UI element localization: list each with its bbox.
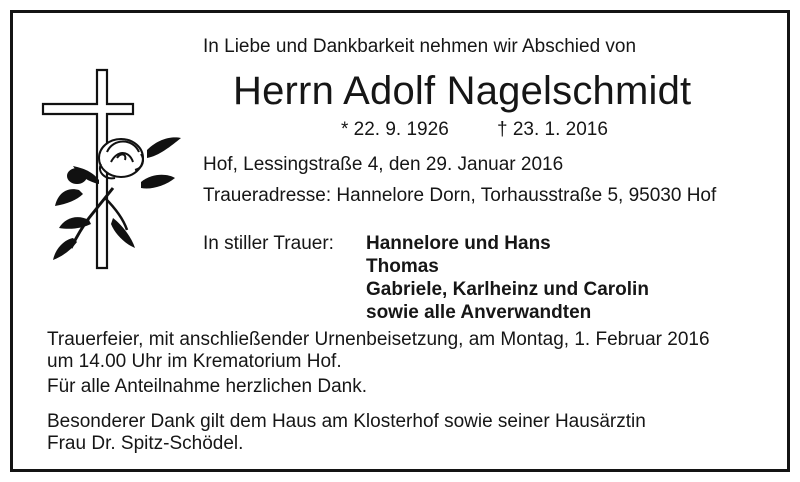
mourning-address: Traueradresse: Hannelore Dorn, Torhausstraße 5, 95030 Hof [203,185,717,206]
birth-date: * 22. 9. 1926 [341,119,449,140]
cross-with-rose-icon [35,68,185,278]
thanks-paragraph [47,376,367,398]
mourner-line: Hannelore und Hans [366,233,551,254]
obituary-notice [10,10,790,472]
special-thanks-paragraph [47,411,646,455]
ceremony-paragraph [47,329,710,373]
place-date: Hof, Lessingstraße 4, den 29. Januar 2016 [203,154,564,175]
mourners-list [366,232,649,324]
special-thanks-line: Besonderer Dank gilt dem Haus am Klosterhof sowie seiner Hausärztin [47,411,646,432]
ceremony-line: Trauerfeier, mit anschließender Urnenbeisetzung, am Montag, 1. Februar 2016 [47,329,710,350]
deceased-name: Herrn Adolf Nagelschmidt [233,69,692,113]
mourner-line: Gabriele, Karlheinz und Carolin [366,279,649,300]
special-thanks-line: Frau Dr. Spitz-Schödel. [47,433,244,454]
mourner-line: sowie alle Anverwandten [366,302,592,323]
intro-line: In Liebe und Dankbarkeit nehmen wir Abschied von [203,36,637,57]
mourner-line: Thomas [366,256,439,277]
ceremony-line: um 14.00 Uhr im Krematorium Hof. [47,351,342,372]
mourning-label: In stiller Trauer: [203,233,334,254]
death-date: † 23. 1. 2016 [497,119,608,140]
thanks-line: Für alle Anteilnahme herzlichen Dank. [47,376,368,397]
